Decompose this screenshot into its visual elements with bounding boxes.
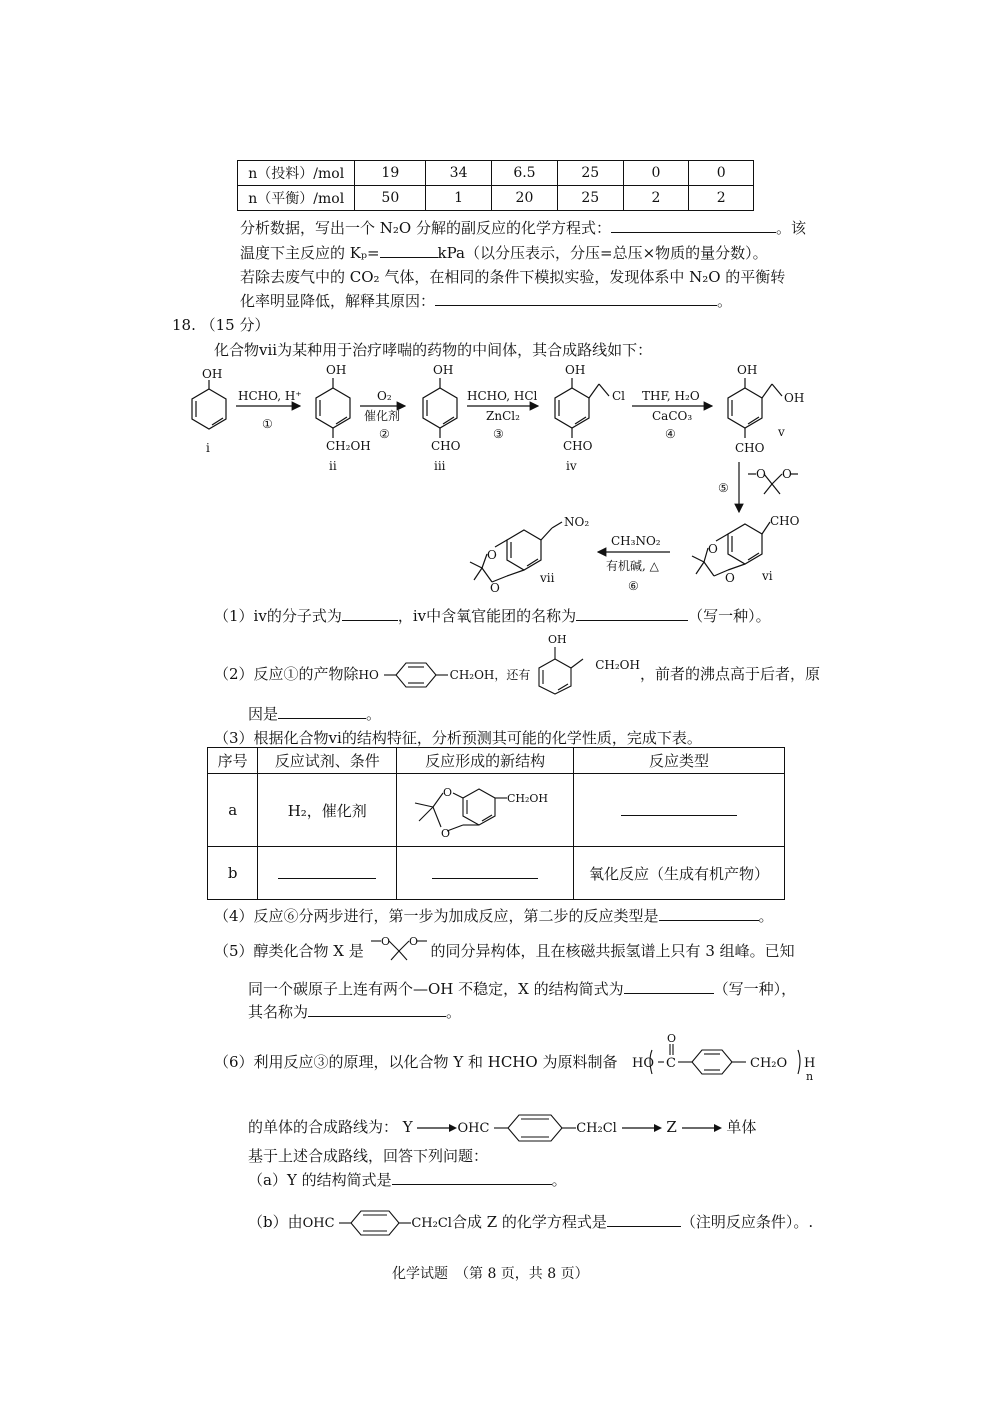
table-cell: 2 xyxy=(689,186,754,211)
q18-part6: （6）利用反应③的原理，以化合物 Y 和 HCHO 为原料制备 xyxy=(214,1053,618,1071)
q17-text: 温度下主反应的 Kₚ= xyxy=(240,244,380,262)
compound-label: i xyxy=(206,441,210,455)
atom-label: O xyxy=(408,935,418,948)
step-number: ② xyxy=(379,427,390,441)
benzene-ring-diagram xyxy=(384,660,450,690)
q17-text: 。 xyxy=(717,292,733,310)
table-header-row xyxy=(208,748,785,774)
compound-label: v xyxy=(778,425,785,439)
q18-text: 。 xyxy=(551,1171,567,1189)
table-cell: 25 xyxy=(557,161,623,186)
atom-label: OH xyxy=(548,633,567,646)
answer-blank[interactable] xyxy=(624,979,714,994)
compound-label: vii xyxy=(540,571,555,585)
table-cell: 1 xyxy=(426,186,492,211)
answer-blank[interactable] xyxy=(278,704,366,719)
q18-text: （写一种）。 xyxy=(688,607,771,625)
reagent-label: HCHO, H⁺ xyxy=(238,389,302,403)
answer-blank[interactable] xyxy=(432,864,538,879)
formula-text: CH₂OH，还有 xyxy=(449,668,531,682)
polymer-structure-diagram xyxy=(628,1030,828,1082)
table-cell: 6.5 xyxy=(491,161,557,186)
row-id: a xyxy=(208,774,258,847)
monomer-label: 单体 xyxy=(726,1118,757,1136)
q18-text: 合成 Z 的化学方程式是 xyxy=(451,1213,607,1231)
atom-label: C xyxy=(666,1056,676,1071)
benzene-ring-diagram xyxy=(339,1207,411,1239)
structure-cell xyxy=(397,774,574,847)
answer-blank[interactable] xyxy=(308,1002,446,1017)
synthesis-scheme xyxy=(0,0,992,600)
atom-label: OH xyxy=(202,367,223,381)
question-18-intro: 化合物vii为某种用于治疗哮喘的药物的中间体，其合成路线如下： xyxy=(214,341,653,359)
atom-label: CH₂OH xyxy=(326,439,371,453)
formula-text: CH₂OH xyxy=(595,658,640,672)
q17-text: 分析数据，写出一个 N₂O 分解的副反应的化学方程式： xyxy=(240,219,611,237)
arrow-icon xyxy=(682,1122,722,1134)
table-cell: 34 xyxy=(426,161,492,186)
table-cell: 2 xyxy=(623,186,689,211)
q18-text: （a）Y 的结构简式是 xyxy=(248,1171,392,1189)
atom-label: O xyxy=(756,467,766,481)
answer-blank[interactable] xyxy=(607,1212,681,1227)
q18-part1 xyxy=(214,605,771,626)
q18-part6b xyxy=(248,1207,813,1239)
step-number: ① xyxy=(262,417,273,431)
question-18-header: 18. （15 分） xyxy=(172,316,270,334)
atom-label: O xyxy=(490,581,500,595)
properties-table xyxy=(207,747,785,900)
atom-label: O xyxy=(782,467,792,481)
q18-text: 同一个碳原子上连有两个—OH 不稳定，X 的结构简式为 xyxy=(248,980,624,998)
dimethoxypropane-diagram xyxy=(369,935,431,961)
step-number: ③ xyxy=(493,427,504,441)
reagent-label: 催化剂 xyxy=(364,409,401,423)
q18-text: （4）反应⑥分两步进行，第一步为加成反应，第二步的反应类型是 xyxy=(214,907,659,925)
q18-text: （1）iv的分子式为 xyxy=(214,607,342,625)
q17-text: 。该 xyxy=(775,219,806,237)
q17-line3: 若除去废气中的 CO₂ 气体，在相同的条件下模拟实验，发现体系中 N₂O 的平衡转 xyxy=(240,268,786,286)
q18-text: ，前者的沸点高于后者，原 xyxy=(639,665,820,683)
reagent-cell xyxy=(258,847,397,900)
atom-label: CHO xyxy=(431,439,461,453)
atom-label: O xyxy=(708,542,718,556)
formula-text: OHC xyxy=(302,1216,335,1231)
table-row xyxy=(208,774,785,847)
answer-blank[interactable] xyxy=(659,906,759,921)
benzene-ring-diagram xyxy=(494,1111,576,1145)
o-hydroxybenzyl-alcohol-diagram xyxy=(535,631,595,695)
answer-blank[interactable] xyxy=(278,864,376,879)
table-cell: 25 xyxy=(557,186,623,211)
compound-z: Z xyxy=(666,1118,677,1136)
arrow-icon xyxy=(417,1122,457,1134)
reagent-label: O₂ xyxy=(377,389,392,403)
compound-vi xyxy=(692,522,770,576)
answer-blank[interactable] xyxy=(392,1170,552,1185)
atom-label: H xyxy=(804,1056,816,1071)
atom-label: O xyxy=(441,827,451,840)
column-header: 序号 xyxy=(208,748,258,774)
compound-v xyxy=(728,378,782,438)
atom-label: O xyxy=(487,548,497,562)
reagent-label: CH₃NO₂ xyxy=(611,534,661,548)
q18-part6-route xyxy=(248,1111,756,1145)
q18-text: （注明反应条件）。. xyxy=(680,1213,814,1231)
q18-text: 的同分异构体，且在核磁共振氢谱上只有 3 组峰。已知 xyxy=(430,942,795,960)
reagent-label: ZnCl₂ xyxy=(486,409,520,423)
atom-label: NO₂ xyxy=(564,515,590,529)
structure-cell xyxy=(397,847,574,900)
column-header: 反应试剂、条件 xyxy=(258,748,397,774)
column-header: 反应类型 xyxy=(574,748,785,774)
reagent-cell: H₂，催化剂 xyxy=(258,774,397,847)
compound-i xyxy=(192,380,226,429)
atom-label: OH xyxy=(433,363,454,377)
q18-part3: （3）根据化合物vi的结构特征，分析预测其可能的化学性质，完成下表。 xyxy=(214,729,702,747)
row-id: b xyxy=(208,847,258,900)
answer-blank[interactable] xyxy=(576,606,688,621)
compound-y: Y xyxy=(402,1118,413,1136)
q18-part5-line3 xyxy=(248,1001,461,1022)
table-cell: 20 xyxy=(491,186,557,211)
atom-label: OH xyxy=(326,363,347,377)
q18-text: 。 xyxy=(758,907,774,925)
q17-text: 化率明显降低，解释其原因： xyxy=(240,292,436,310)
q18-text: （5）醇类化合物 X 是 xyxy=(214,942,364,960)
q18-part5 xyxy=(214,935,795,961)
q18-part2-cont xyxy=(248,703,381,724)
q17-text: kPa（以分压表示，分压=总压×物质的量分数）。 xyxy=(437,244,768,262)
formula-text: HO xyxy=(358,668,379,682)
step-number: ⑥ xyxy=(628,579,639,593)
row-label: n（投料）/mol xyxy=(238,161,355,186)
atom-label: O xyxy=(443,786,453,799)
q18-text: （b）由 xyxy=(248,1213,303,1231)
reagent-label: 有机碱, △ xyxy=(606,559,659,573)
subscript-n: n xyxy=(806,1070,814,1082)
table-row xyxy=(208,847,785,900)
atom-label: CHO xyxy=(735,441,765,455)
q18-text: ，iv中含氧官能团的名称为 xyxy=(397,607,577,625)
atom-label: CHO xyxy=(563,439,593,453)
type-cell xyxy=(574,774,785,847)
atom-label: O xyxy=(667,1032,677,1045)
step-number: ⑤ xyxy=(718,481,729,495)
compound-label: iii xyxy=(434,459,446,473)
q18-part6a xyxy=(248,1169,567,1190)
q18-text: 其名称为 xyxy=(248,1003,309,1021)
q18-text: 因是 xyxy=(248,705,279,723)
atom-label: O xyxy=(380,935,390,948)
step-number: ④ xyxy=(665,427,676,441)
compound-ii xyxy=(316,378,350,438)
q18-part4 xyxy=(214,905,774,926)
answer-blank[interactable] xyxy=(621,801,737,816)
compound-label: iv xyxy=(566,459,577,473)
atom-label: O xyxy=(725,571,735,585)
compound-iii xyxy=(423,378,457,438)
reagent-label: CaCO₃ xyxy=(652,409,693,423)
page-footer: 化学试题 （第 8 页，共 8 页） xyxy=(392,1266,589,1282)
arrow-icon xyxy=(622,1122,662,1134)
q18-part6-base: 基于上述合成路线，回答下列问题： xyxy=(248,1147,489,1165)
q18-text: （写一种）， xyxy=(713,980,797,998)
table-cell: 19 xyxy=(355,161,426,186)
reagent-label: THF, H₂O xyxy=(642,389,700,403)
table-cell: 0 xyxy=(689,161,754,186)
q18-text: 。 xyxy=(366,705,382,723)
type-cell: 氧化反应（生成有机产物） xyxy=(574,847,785,900)
compound-iv xyxy=(555,378,609,438)
product-structure-diagram xyxy=(397,777,567,843)
reagent-label: HCHO, HCl xyxy=(467,389,538,403)
column-header: 反应形成的新结构 xyxy=(397,748,574,774)
atom-label: OH xyxy=(737,363,758,377)
table-cell: 0 xyxy=(623,161,689,186)
table-cell: 50 xyxy=(355,186,426,211)
answer-blank[interactable] xyxy=(342,606,398,621)
q18-part5-line2 xyxy=(248,978,796,999)
atom-label: CHO xyxy=(770,514,800,528)
q18-text: （2）反应①的产物除 xyxy=(214,665,359,683)
atom-label: Cl xyxy=(612,389,626,403)
atom-label: CH₂OH xyxy=(507,792,549,805)
formula-text: OHC xyxy=(457,1121,490,1136)
compound-label: vi xyxy=(762,569,773,583)
formula-text: HO xyxy=(632,1056,654,1071)
formula-text: CH₂Cl xyxy=(576,1121,617,1136)
formula-text: CH₂O xyxy=(750,1056,788,1071)
compound-label: ii xyxy=(329,459,337,473)
atom-label: OH xyxy=(565,363,586,377)
q18-text: 。 xyxy=(446,1003,462,1021)
atom-label: OH xyxy=(784,391,805,405)
row-label: n（平衡）/mol xyxy=(238,186,355,211)
formula-text: CH₂Cl xyxy=(411,1216,452,1231)
q18-part2 xyxy=(214,633,820,695)
q18-text: 的单体的合成路线为： xyxy=(248,1118,399,1136)
